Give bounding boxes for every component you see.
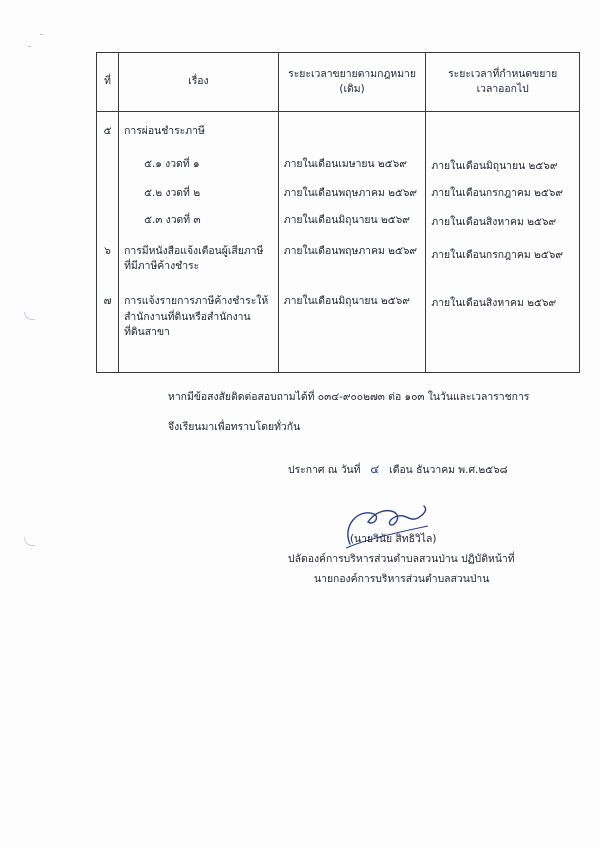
row-original: ภายในเดือนพฤษภาคม ๒๕๖๙ xyxy=(283,245,418,258)
announce-day: ๔ xyxy=(370,462,380,476)
row-extended: ภายในเดือนกรกฎาคม ๒๕๖๙ xyxy=(431,187,563,200)
table-row xyxy=(97,143,580,178)
row-subject: ๕.๑ งวดที่ ๑ xyxy=(144,158,200,171)
row-number xyxy=(97,143,118,151)
row-extended xyxy=(426,112,579,120)
row-number: ๖ xyxy=(104,245,111,258)
scan-speck xyxy=(28,46,31,47)
contact-info: หากมีข้อสงสัยติดต่อสอบถามได้ที่ ๐๓๔-๙๐๐๒๗๓ ต่อ ๑๐๓ ในวันและเวลาราชการ xyxy=(168,391,530,403)
signer-position: ปลัดองค์การบริหารส่วนตำบลสวนป่าน ปฏิบัติหน้าที่ xyxy=(288,553,515,565)
announce-month-year: เดือน ธันวาคม พ.ศ.๒๕๖๘ xyxy=(389,464,508,476)
scan-speck xyxy=(40,34,43,35)
row-original xyxy=(279,112,426,120)
table-row xyxy=(97,278,580,372)
row-original: ภายในเดือนพฤษภาคม ๒๕๖๙ xyxy=(283,187,418,200)
row-subject: การแจ้งรายการภาษีค้างชำระให้สำนักงานที่ดินหรือสำนักงานที่ดินสาขา xyxy=(124,295,269,338)
closing-statement: จึงเรียนมาเพื่อทราบโดยทั่วกัน xyxy=(168,421,301,433)
row-number xyxy=(97,178,118,186)
schedule-table xyxy=(96,52,580,373)
row-subject: การผ่อนชำระภาษี xyxy=(124,125,205,137)
scan-margin-mark xyxy=(24,312,35,320)
announcement-date xyxy=(288,460,508,479)
row-extended: ภายในเดือนมิถุนายน ๒๕๖๙ xyxy=(431,160,558,173)
row-number: ๕ xyxy=(103,125,112,137)
header-extended-text: ระยะเวลาที่กำหนดขยายเวลาออกไป xyxy=(448,67,558,95)
signer-position-acting: นายกองค์การบริหารส่วนตำบลสวนป่าน xyxy=(314,573,490,585)
row-subject: การมีหนังสือแจ้งเตือนผู้เสียภาษีที่มีภาษีค้างชำระ xyxy=(124,245,264,273)
row-subject: ๕.๓ งวดที่ ๓ xyxy=(144,214,201,227)
header-original-text: ระยะเวลาขยายตามกฎหมาย (เดิม) xyxy=(288,67,416,95)
announce-prefix: ประกาศ ณ วันที่ xyxy=(288,464,361,476)
scan-margin-mark xyxy=(24,538,35,546)
row-number xyxy=(97,205,118,213)
table-header-row xyxy=(97,53,580,112)
row-extended: ภายในเดือนสิงหาคม ๒๕๖๙ xyxy=(431,297,557,310)
row-subject: ๕.๒ งวดที่ ๒ xyxy=(144,187,201,200)
table-row xyxy=(97,234,580,278)
table-row xyxy=(97,178,580,205)
row-extended: ภายในเดือนกรกฎาคม ๒๕๖๙ xyxy=(431,249,563,262)
signer-name: (นายวินัย สิทธิวิไล) xyxy=(350,533,437,545)
table-row xyxy=(97,205,580,234)
row-original: ภายในเดือนมิถุนายน ๒๕๖๙ xyxy=(283,295,410,308)
header-no: ที่ xyxy=(97,53,119,112)
row-number: ๗ xyxy=(103,295,112,308)
header-subject: เรื่อง xyxy=(119,53,279,112)
table-row xyxy=(97,112,580,144)
row-original: ภายในเดือนมิถุนายน ๒๕๖๙ xyxy=(283,214,410,227)
header-extended-period xyxy=(426,53,580,112)
row-original: ภายในเดือนเมษายน ๒๕๖๙ xyxy=(283,158,407,171)
row-extended: ภายในเดือนสิงหาคม ๒๕๖๙ xyxy=(431,216,557,229)
header-original-period xyxy=(278,53,426,112)
